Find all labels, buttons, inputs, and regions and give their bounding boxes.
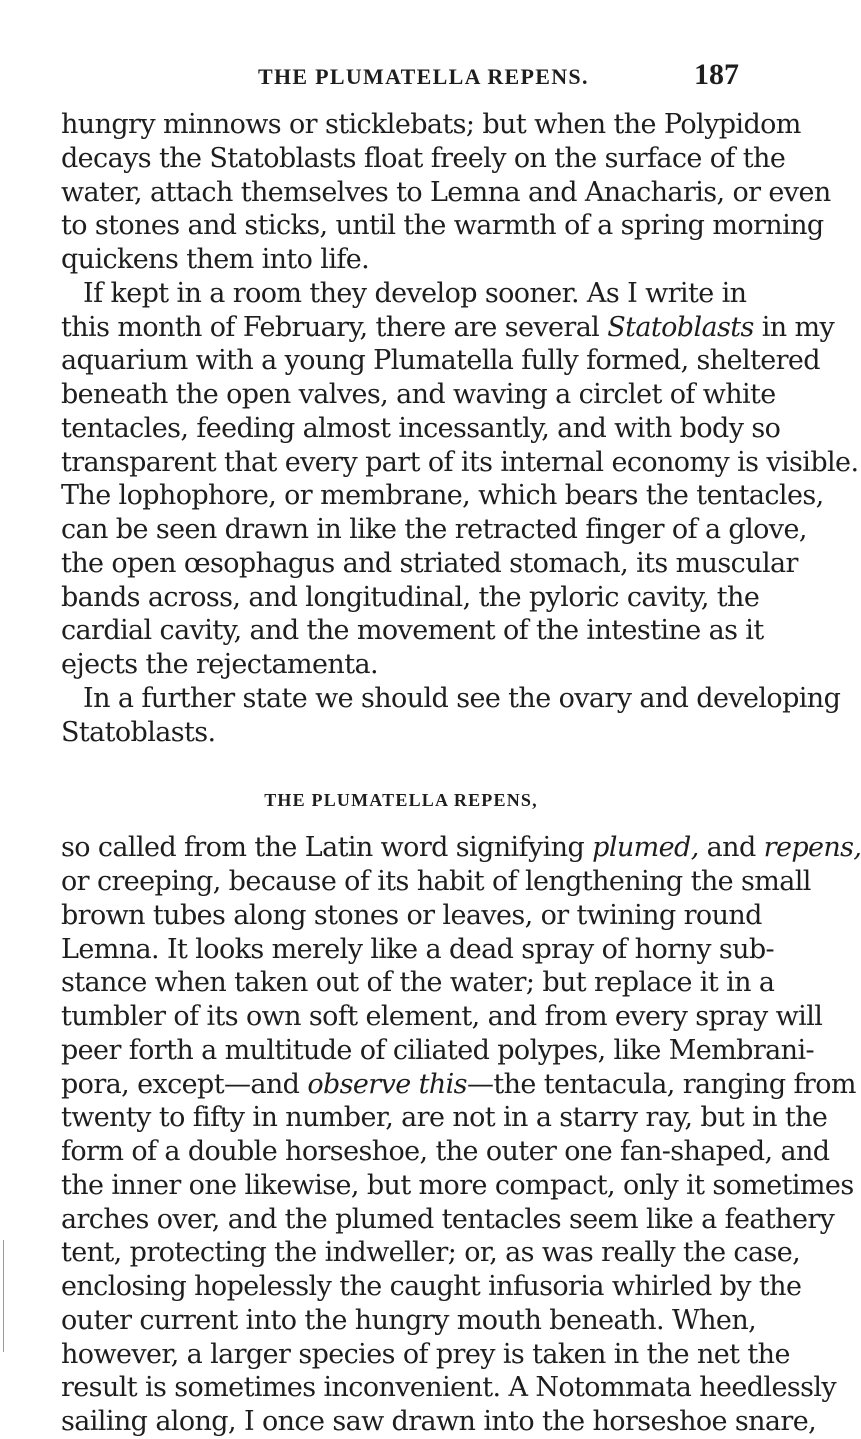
text-run: this month of February, there are several bbox=[61, 311, 608, 343]
text-line: form of a double horseshoe, the outer one fan-shaped, and bbox=[61, 1136, 830, 1167]
text-line: transparent that every part of its internal economy is visible. bbox=[61, 446, 859, 478]
text-line: bands across, and longitudinal, the pyloric cavity, the bbox=[61, 581, 760, 613]
running-head: THE PLUMATELLA REPENS. bbox=[258, 64, 589, 89]
text-line bbox=[61, 1068, 856, 1102]
paragraph-3 bbox=[61, 682, 841, 750]
body-text bbox=[61, 108, 861, 1439]
text-line: can be seen drawn in like the retracted finger of a glove, bbox=[61, 514, 807, 545]
italic-term: plumed, bbox=[592, 832, 699, 864]
text-line: the open œsophagus and striated stomach, its muscular bbox=[61, 547, 798, 579]
text-line: Lemna. It looks merely like a dead spray of horny sub- bbox=[61, 933, 775, 965]
margin-scan-line bbox=[3, 1240, 4, 1352]
text-line: result is sometimes inconvenient. A Notommata heedlessly bbox=[61, 1372, 837, 1404]
text-line bbox=[61, 831, 861, 865]
text-line: enclosing hopelessly the caught infusoria whirled by the bbox=[61, 1271, 802, 1302]
text-line: stance when taken out of the water; but replace it in a bbox=[61, 967, 775, 999]
text-line: The lophophore, or membrane, which bears the tentacles, bbox=[61, 480, 824, 512]
text-line: ejects the rejectamenta. bbox=[61, 649, 378, 680]
text-line: decays the Statoblasts float freely on the surface of the bbox=[61, 142, 786, 174]
text-line: brown tubes along stones or leaves, or twining round bbox=[61, 899, 762, 931]
text-line: In a further state we should see the ovary and developing bbox=[83, 682, 841, 714]
text-line: outer current into the hungry mouth beneath. When, bbox=[61, 1304, 757, 1336]
text-line: tumbler of its own soft element, and from every spray will bbox=[61, 1001, 823, 1032]
text-run: so called from the Latin word signifying bbox=[61, 832, 593, 864]
text-line: hungry minnows or sticklebats; but when the Polypidom bbox=[61, 109, 801, 140]
text-line: arches over, and the plumed tentacles seem like a feathery bbox=[61, 1203, 835, 1235]
text-line: If kept in a room they develop sooner. As I write in bbox=[83, 277, 747, 309]
text-line: tent, protecting the indweller; or, as was really the case, bbox=[61, 1237, 801, 1269]
text-line: however, a larger species of prey is taken in the net the bbox=[61, 1338, 790, 1370]
text-run: —the tentacula, ranging from bbox=[466, 1068, 856, 1100]
text-line: cardial cavity, and the movement of the intestine as it bbox=[61, 615, 764, 647]
italic-phrase: observe this bbox=[307, 1068, 467, 1100]
text-line: or creeping, because of its habit of lengthening the small bbox=[61, 866, 811, 897]
text-line: water, attach themselves to Lemna and Anacharis, or even bbox=[61, 176, 831, 208]
text-line: to stones and sticks, until the warmth of a spring morning bbox=[61, 210, 824, 242]
text-line: beneath the open valves, and waving a circlet of white bbox=[61, 379, 776, 410]
italic-term: Statoblasts bbox=[607, 311, 754, 343]
text-line: aquarium with a young Plumatella fully formed, sheltered bbox=[61, 345, 820, 377]
text-line: sailing along, I once saw drawn into the horseshoe snare, bbox=[61, 1406, 817, 1437]
section-heading: THE PLUMATELLA REPENS, bbox=[264, 790, 538, 811]
paragraph-2 bbox=[61, 277, 859, 682]
text-line bbox=[61, 311, 835, 345]
text-line: the inner one likewise, but more compact, only it sometimes bbox=[61, 1169, 854, 1201]
text-line: tentacles, feeding almost incessantly, and with body so bbox=[61, 412, 781, 444]
italic-term: repens, bbox=[763, 832, 861, 864]
paragraph-1 bbox=[61, 108, 831, 277]
text-line: twenty to fifty in number, are not in a starry ray, but in the bbox=[61, 1102, 828, 1134]
text-line: quickens them into life. bbox=[61, 244, 370, 275]
text-line: Statoblasts. bbox=[61, 716, 216, 748]
text-run: and bbox=[698, 832, 764, 864]
page-number: 187 bbox=[694, 58, 739, 91]
paragraph-4 bbox=[61, 831, 861, 1439]
text-line: peer forth a multitude of ciliated polypes, like Membrani- bbox=[61, 1034, 814, 1066]
text-run: in my bbox=[753, 311, 835, 343]
text-run: pora, except—and bbox=[61, 1068, 308, 1100]
